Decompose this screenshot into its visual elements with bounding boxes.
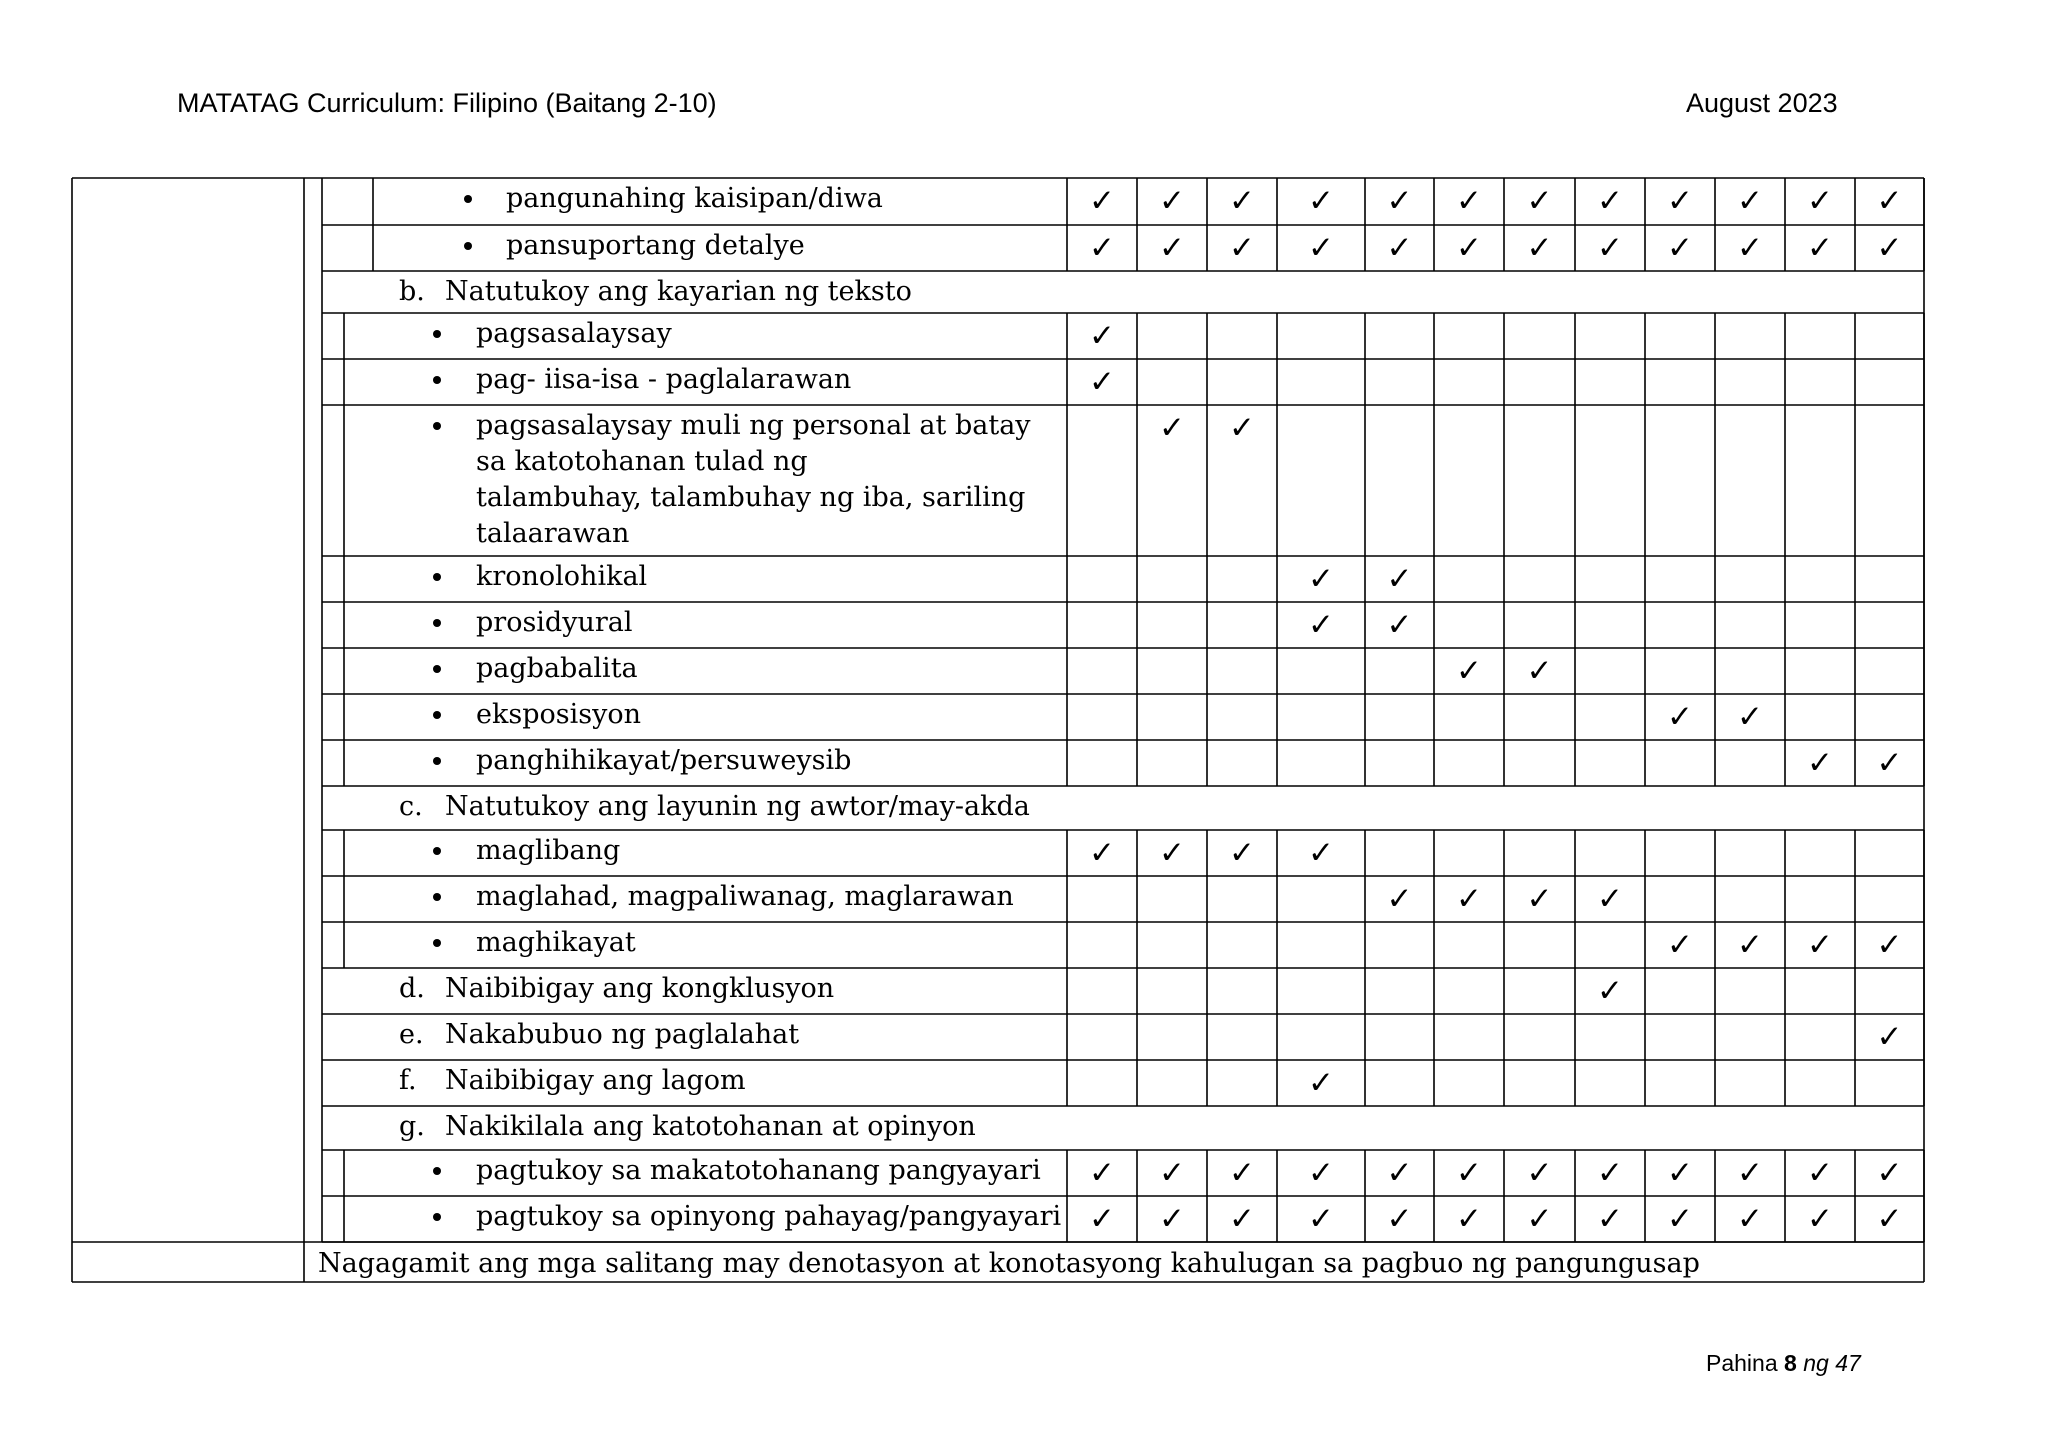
bullet-item-text: pag- iisa-isa - paglalarawan (476, 364, 852, 395)
check-mark: ✓ (1089, 318, 1115, 354)
bullet-dot (433, 376, 441, 384)
check-mark: ✓ (1159, 1155, 1185, 1191)
check-mark: ✓ (1229, 835, 1255, 871)
check-mark: ✓ (1807, 1201, 1833, 1237)
check-mark: ✓ (1308, 607, 1334, 643)
check-mark: ✓ (1737, 1155, 1763, 1191)
bullet-item-text: talambuhay, talambuhay ng iba, sariling (476, 482, 1026, 513)
check-mark: ✓ (1308, 1155, 1334, 1191)
bullet-dot (433, 573, 441, 581)
check-mark: ✓ (1089, 183, 1115, 219)
check-mark: ✓ (1089, 835, 1115, 871)
check-mark: ✓ (1229, 410, 1255, 446)
check-mark: ✓ (1229, 1201, 1255, 1237)
item-text: Natutukoy ang kayarian ng teksto (445, 276, 912, 307)
check-mark: ✓ (1737, 183, 1763, 219)
check-mark: ✓ (1526, 230, 1553, 266)
bullet-item-text: pagtukoy sa makatotohanang pangyayari (476, 1155, 1041, 1186)
item-text: Nakikilala ang katotohanan at opinyon (445, 1111, 976, 1142)
check-mark: ✓ (1807, 183, 1833, 219)
check-mark: ✓ (1159, 183, 1185, 219)
bullet-dot (464, 195, 472, 203)
item-marker: c. (399, 791, 423, 822)
check-mark: ✓ (1308, 561, 1334, 597)
check-mark: ✓ (1159, 835, 1185, 871)
bullet-item-text: pansuportang detalye (506, 230, 805, 261)
check-mark: ✓ (1737, 1201, 1763, 1237)
check-mark: ✓ (1597, 1155, 1623, 1191)
bullet-dot (433, 422, 441, 430)
check-mark: ✓ (1386, 607, 1413, 643)
check-mark: ✓ (1089, 364, 1115, 400)
bullet-dot (433, 847, 441, 855)
check-mark: ✓ (1386, 881, 1413, 917)
check-mark: ✓ (1308, 230, 1334, 266)
check-mark: ✓ (1159, 410, 1185, 446)
check-mark: ✓ (1386, 1155, 1413, 1191)
item-marker: b. (399, 276, 425, 307)
bullet-item-text: pangunahing kaisipan/diwa (506, 183, 883, 214)
page-number: 8 (1784, 1350, 1797, 1376)
check-mark: ✓ (1526, 1155, 1553, 1191)
check-mark: ✓ (1667, 927, 1693, 963)
bullet-item-text: pagsasalaysay muli ng personal at batay (476, 410, 1031, 441)
check-mark: ✓ (1876, 230, 1903, 266)
check-mark: ✓ (1667, 699, 1693, 735)
total-pages: 47 (1835, 1350, 1861, 1376)
item-text: Naibibigay ang lagom (445, 1065, 746, 1096)
of-label: ng (1803, 1350, 1829, 1376)
check-mark: ✓ (1876, 1155, 1903, 1191)
check-mark: ✓ (1159, 1201, 1185, 1237)
check-mark: ✓ (1159, 230, 1185, 266)
check-mark: ✓ (1229, 183, 1255, 219)
check-mark: ✓ (1456, 1155, 1482, 1191)
bullet-item-text: sa katotohanan tulad ng (476, 446, 808, 477)
bullet-dot (433, 330, 441, 338)
item-marker: e. (399, 1019, 424, 1050)
bullet-dot (433, 1213, 441, 1221)
check-mark: ✓ (1807, 927, 1833, 963)
check-mark: ✓ (1667, 1155, 1693, 1191)
check-mark: ✓ (1308, 1065, 1334, 1101)
check-mark: ✓ (1526, 183, 1553, 219)
check-mark: ✓ (1876, 183, 1903, 219)
bullet-dot (433, 757, 441, 765)
bullet-item-text: pagbabalita (476, 653, 638, 684)
bullet-item-text: talaarawan (476, 518, 630, 549)
check-mark: ✓ (1456, 230, 1482, 266)
bullet-item-text: eksposisyon (476, 699, 641, 730)
check-mark: ✓ (1667, 230, 1693, 266)
check-mark: ✓ (1386, 1201, 1413, 1237)
page-label: Pahina (1706, 1350, 1778, 1376)
bullet-item-text: pagsasalaysay (476, 318, 672, 349)
check-mark: ✓ (1456, 1201, 1482, 1237)
check-mark: ✓ (1308, 1201, 1334, 1237)
bullet-dot (433, 1167, 441, 1175)
check-mark: ✓ (1807, 230, 1833, 266)
document-date: August 2023 (1686, 88, 1838, 118)
check-mark: ✓ (1876, 745, 1903, 781)
check-mark: ✓ (1386, 183, 1413, 219)
check-mark: ✓ (1526, 1201, 1553, 1237)
bullet-item-text: maglibang (476, 835, 621, 866)
check-mark: ✓ (1667, 183, 1693, 219)
item-text: Natutukoy ang layunin ng awtor/may-akda (445, 791, 1030, 822)
check-mark: ✓ (1807, 1155, 1833, 1191)
check-mark: ✓ (1308, 835, 1334, 871)
check-mark: ✓ (1876, 1019, 1903, 1055)
bullet-item-text: kronolohikal (476, 561, 648, 592)
item-marker: f. (399, 1065, 417, 1096)
bullet-dot (433, 665, 441, 673)
page-footer (1706, 1350, 1861, 1377)
bullet-dot (433, 939, 441, 947)
check-mark: ✓ (1737, 699, 1763, 735)
check-mark: ✓ (1737, 230, 1763, 266)
check-mark: ✓ (1089, 1155, 1115, 1191)
check-mark: ✓ (1089, 230, 1115, 266)
check-mark: ✓ (1089, 1201, 1115, 1237)
check-mark: ✓ (1386, 561, 1413, 597)
bullet-item-text: panghihikayat/persuweysib (476, 745, 852, 776)
bullet-dot (464, 242, 472, 250)
bullet-item-text: pagtukoy sa opinyong pahayag/pangyayari (476, 1201, 1062, 1232)
check-mark: ✓ (1229, 1155, 1255, 1191)
check-mark: ✓ (1386, 230, 1413, 266)
item-text: Naibibigay ang kongklusyon (445, 973, 835, 1004)
check-mark: ✓ (1807, 745, 1833, 781)
bullet-dot (433, 619, 441, 627)
document-title: MATATAG Curriculum: Filipino (Baitang 2-10) (177, 88, 717, 118)
check-mark: ✓ (1597, 881, 1623, 917)
check-mark: ✓ (1667, 1201, 1693, 1237)
check-mark: ✓ (1456, 881, 1482, 917)
bullet-item-text: maglahad, magpaliwanag, maglarawan (476, 881, 1014, 912)
bullet-item-text: prosidyural (476, 607, 633, 638)
check-mark: ✓ (1876, 1201, 1903, 1237)
item-text: Nakabubuo ng paglalahat (445, 1019, 800, 1050)
bullet-item-text: maghikayat (476, 927, 636, 958)
check-mark: ✓ (1876, 927, 1903, 963)
check-mark: ✓ (1597, 1201, 1623, 1237)
check-mark: ✓ (1229, 230, 1255, 266)
check-mark: ✓ (1597, 973, 1623, 1009)
item-marker: d. (399, 973, 425, 1004)
item-marker: g. (399, 1111, 425, 1142)
bullet-dot (433, 893, 441, 901)
check-mark: ✓ (1308, 183, 1334, 219)
check-mark: ✓ (1526, 881, 1553, 917)
check-mark: ✓ (1456, 653, 1482, 689)
bullet-dot (433, 711, 441, 719)
competency-text: Nagagamit ang mga salitang may denotasyon at konotasyong kahulugan sa pagbuo ng pangungusap (318, 1248, 1700, 1279)
check-mark: ✓ (1526, 653, 1553, 689)
check-mark: ✓ (1597, 183, 1623, 219)
check-mark: ✓ (1597, 230, 1623, 266)
check-mark: ✓ (1737, 927, 1763, 963)
check-mark: ✓ (1456, 183, 1482, 219)
